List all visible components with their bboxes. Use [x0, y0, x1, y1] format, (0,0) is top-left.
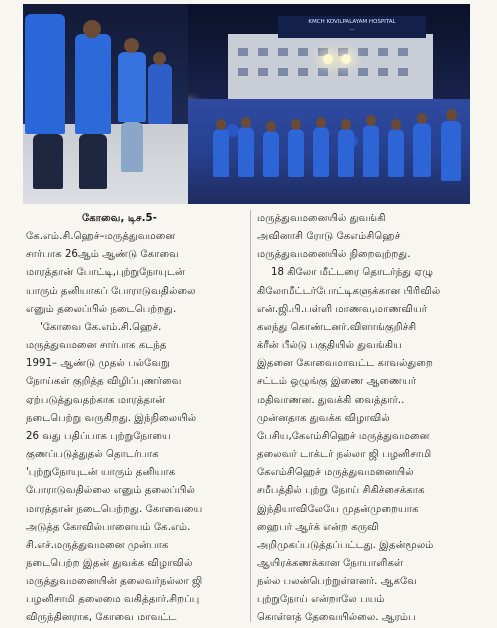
article-left-column [26, 210, 244, 628]
article-line: எனும் தலைப்பில் நடைபெற்றது. [26, 303, 177, 315]
article-line: விருந்தினராக, கோவை மாவட்ட [26, 612, 177, 624]
article-line: 'புற்றுநோயுடன் யாரும் தனியாக [26, 467, 176, 479]
article-line: கொள்ளத் தேவையில்லை. ஆரம்ப [257, 612, 416, 624]
hospital-sign-subtitle: ... [349, 26, 355, 32]
article-line: அறிமுகப்படுத்தப்பட்டது. இதன்மூலம் [257, 539, 434, 551]
article-line: மருத்துவமனையில் துவங்கி [257, 213, 386, 224]
street-light [341, 54, 351, 64]
dateline: கோவை, டிச.5- [82, 213, 157, 224]
article-line: யாரும் தனியாகப் போராடுவதில்லை [26, 285, 196, 297]
article-line: சி.எச்.மருத்துவமனை முன்பாக [26, 539, 169, 551]
article-line: பேசிய,கேஎம்சிஹெச் மருத்துவமனை [257, 430, 430, 442]
article-line: இதனை கோவைமாவட்ட காவல்துறை [257, 358, 433, 370]
article-right-column [257, 210, 470, 628]
article-line: 'கோவை கே.எம்.சி.ஹெச். [40, 321, 162, 333]
article-line: இந்தியாவிலேயே முதன்முறையாக [257, 503, 419, 515]
article-line: மாரத்தான் நடைபெற்றது. கோவையை [26, 503, 203, 515]
hospital-sign [278, 16, 426, 38]
article-line: 18 கிலோ மீட்டரை தொடர்ந்து ஏழு [271, 267, 434, 279]
article-line: சார்பாக 26ஆம் ஆண்டு கோவை [26, 249, 179, 261]
hospital-sign-title: KMCH KOVILPALAYAM HOSPITAL [308, 19, 396, 25]
article-line: சட்டம் ஒழுங்கு இணை ஆணையர் [257, 376, 417, 388]
article-line: க்ரீன் பீல்டு பகுதியில் துவங்கிய [257, 340, 402, 352]
street-light [323, 54, 333, 64]
article-line: மருத்துவமனையின் தலைவர்நல்லா ஜி [26, 576, 203, 588]
column-divider [250, 210, 251, 622]
article-line: நல்ல பலன்பெற்றுள்ளனர். ஆகவே [257, 576, 418, 588]
article-line: சமீபத்தில் புற்று நோய் சிகிச்சைக்காக [257, 485, 425, 497]
runners-crowd [173, 99, 470, 204]
stage [23, 4, 188, 204]
article-line: கிலோமீட்டர்போட்டிகளுக்கான பிரிவில் [257, 285, 441, 297]
article-line: ஆயிரக்கணக்கான நோயாளிகள் [257, 557, 404, 569]
article-line: மருத்துவமனையில் நிறைவுற்றது. [257, 249, 411, 261]
article-line: நடைபெற்று வருகிறது. இந்நிலையில் [26, 412, 197, 424]
article-line: பழனிசாமி தலைமை வகித்தார்.சிறப்பு [26, 594, 200, 606]
article-line: முன்னதாக துவக்க விழாவில் [257, 412, 390, 424]
news-photo [23, 4, 470, 204]
article-line: என்.ஜி.பி.பள்ளி மாணவ,மாணவியர் [257, 303, 428, 315]
article-line: மதிவாணன. துவக்கி வைத்தார்.. [257, 394, 405, 406]
article-line: அடுத்த கோவில்பாளையம் கே.எம். [26, 521, 191, 533]
article-line: கலந்து கொண்டனர்.விளாங்குறிச்சி [257, 321, 417, 333]
article-line: நடைபெற்ற இதன் துவக்க விழாவில் [26, 557, 193, 569]
article-line: ஹைபர் ஆர்க் என்ற கருவி [257, 521, 379, 533]
article-line: கே.எம்.சி.ஹெச்–மருத்துவமனை [26, 231, 176, 243]
article-line: போராடுவதில்லை எனும் தலைப்பில் [26, 485, 195, 497]
article-line: 1991– ஆண்டு முதல் பல்வேறு [26, 358, 170, 370]
article-line: நோய்கள் குறித்த விழிப்புணர்வை [26, 376, 182, 388]
article-line: குணப்படுத்துதல் தொடர்பாக [26, 449, 159, 461]
article-line: மருத்துவமனை சார்பாக கடந்த [26, 340, 167, 352]
article-line: அவினாசி ரோடு கேஎம்சிஹெச் [257, 231, 401, 243]
article-line: ஏற்படுத்துவதற்காக மாரத்தான் [26, 394, 166, 406]
article-line: கேஎம்சிஹெச் மருத்துவமனையில் [257, 467, 414, 479]
article-line: மாரத்தான் போட்டி,புற்றுநோயுடன் [26, 267, 185, 279]
article-line: 26 வது பதிப்பாக புற்றுநோயை [26, 430, 171, 442]
article-line: தலைவர் டாக்டர் நல்லா ஜி பழனிசாமி [257, 449, 432, 461]
article-line: புற்றுநோய் என்றாலே பயம் [257, 594, 385, 606]
hospital-building [228, 34, 433, 104]
